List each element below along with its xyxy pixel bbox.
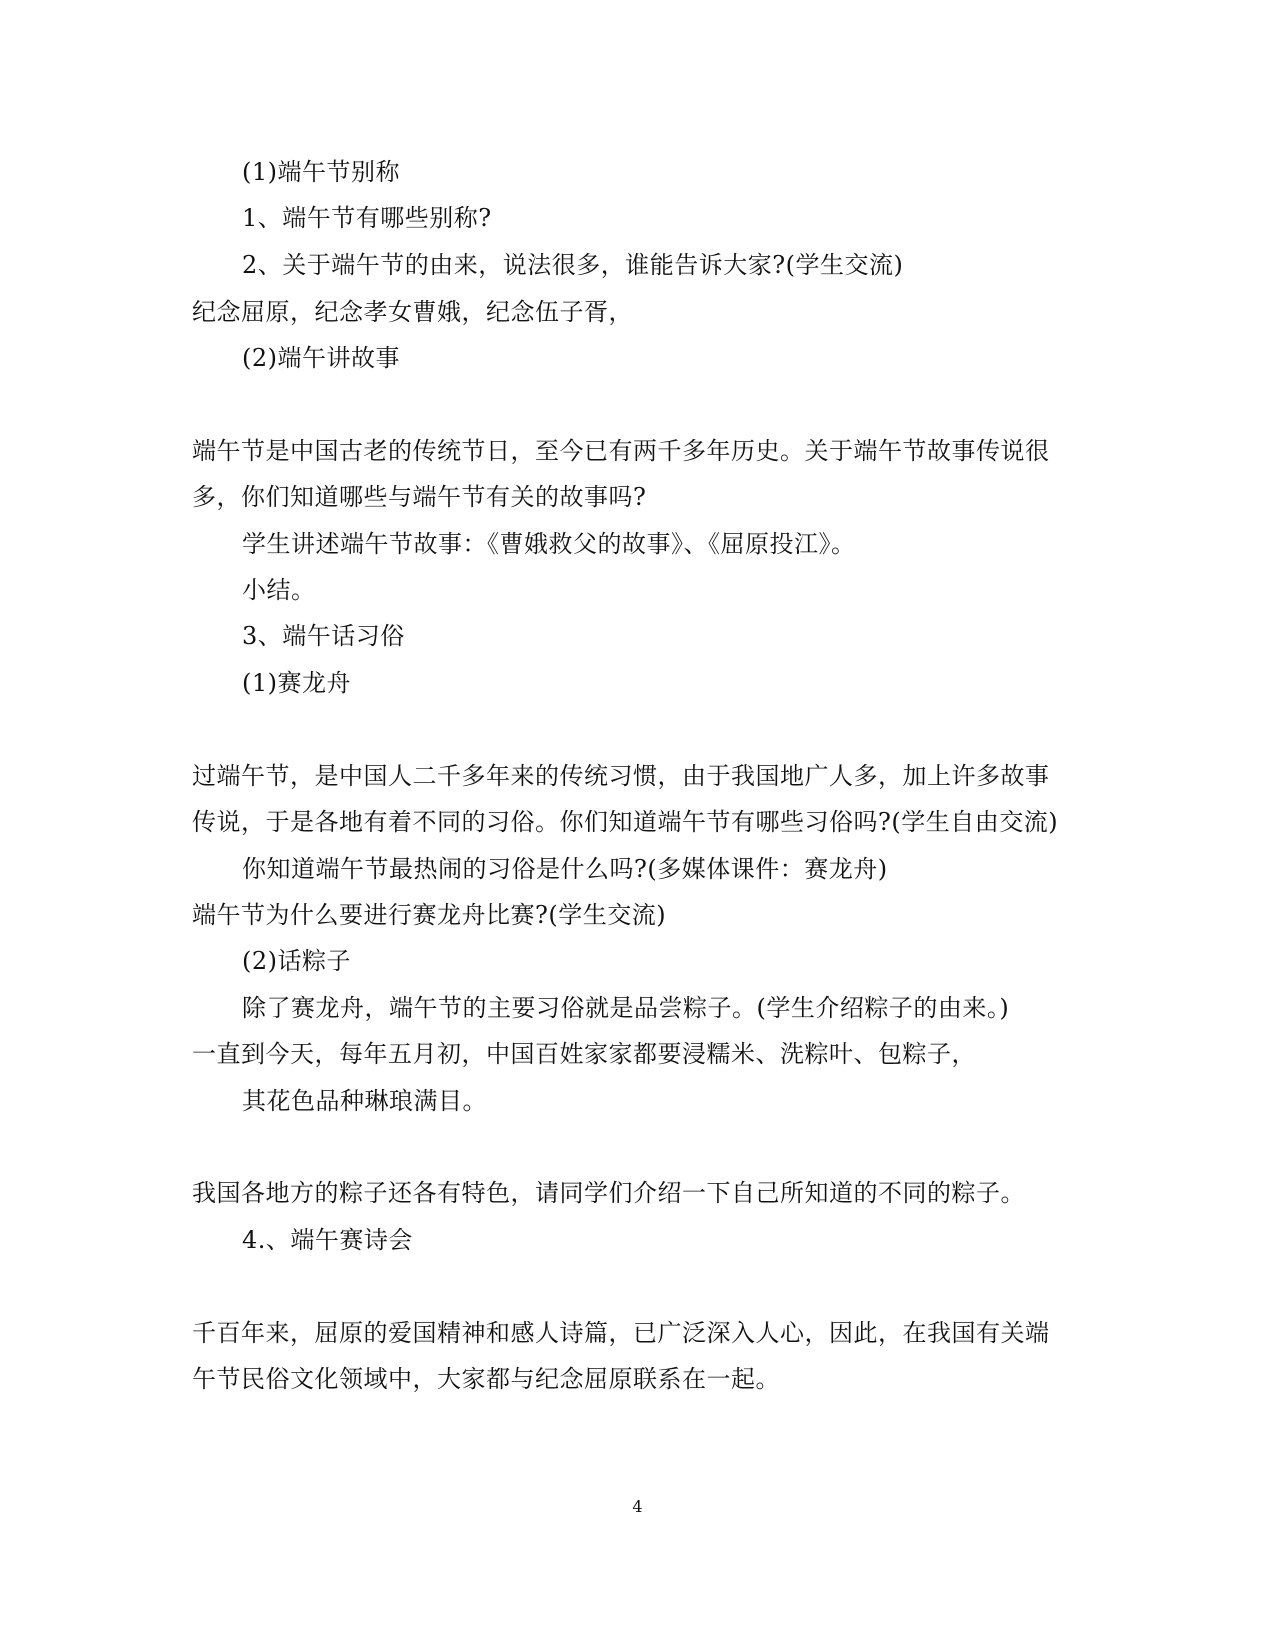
paragraph-line: 多，你们知道哪些与端午节有关的故事吗? — [192, 483, 647, 511]
section-heading: 4.、端午赛诗会 — [242, 1226, 413, 1254]
paragraph-line: 一直到今天，每年五月初，中国百姓家家都要浸糯米、洗粽叶、包粽子， — [192, 1040, 976, 1068]
subheading-line: (1)赛龙舟 — [242, 669, 351, 697]
paragraph-line: 除了赛龙舟，端午节的主要习俗就是品尝粽子。(学生介绍粽子的由来。) — [242, 994, 1010, 1022]
section-heading: 3、端午话习俗 — [242, 622, 405, 650]
paragraph-line: 纪念屈原，纪念孝女曹娥，纪念伍子胥， — [192, 298, 633, 326]
paragraph-line: 过端午节，是中国人二千多年来的传统习惯，由于我国地广人多，加上许多故事 — [192, 762, 1050, 790]
paragraph-line: 学生讲述端午节故事：《曹娥救父的故事》、《屈原投江》。 — [242, 530, 856, 558]
paragraph-line: 小结。 — [242, 576, 316, 604]
paragraph-line: 千百年来，屈原的爱国精神和感人诗篇，已广泛深入人心，因此，在我国有关端 — [192, 1319, 1050, 1347]
paragraph-line: 我国各地方的粽子还各有特色，请同学们介绍一下自己所知道的不同的粽子。 — [192, 1179, 1025, 1207]
paragraph-line: 端午节是中国古老的传统节日，至今已有两千多年历史。关于端午节故事传说很 — [192, 437, 1050, 465]
paragraph-line: 传说，于是各地有着不同的习俗。你们知道端午节有哪些习俗吗?(学生自由交流) — [192, 808, 1059, 836]
paragraph-line: 其花色品种琳琅满目。 — [242, 1087, 487, 1115]
subheading-line: (1)端午节别称 — [242, 158, 400, 186]
subheading-line: (2)话粽子 — [242, 947, 351, 975]
paragraph-line: 你知道端午节最热闹的习俗是什么吗?(多媒体课件：赛龙舟) — [242, 855, 888, 883]
paragraph-line: 端午节为什么要进行赛龙舟比赛?(学生交流) — [192, 901, 667, 929]
question-line: 1、端午节有哪些别称? — [242, 204, 492, 232]
page-number: 4 — [632, 1497, 643, 1516]
question-line: 2、关于端午节的由来，说法很多，谁能告诉大家?(学生交流) — [242, 251, 904, 279]
paragraph-line: 午节民俗文化领域中，大家都与纪念屈原联系在一起。 — [192, 1365, 780, 1393]
subheading-line: (2)端午讲故事 — [242, 344, 400, 372]
